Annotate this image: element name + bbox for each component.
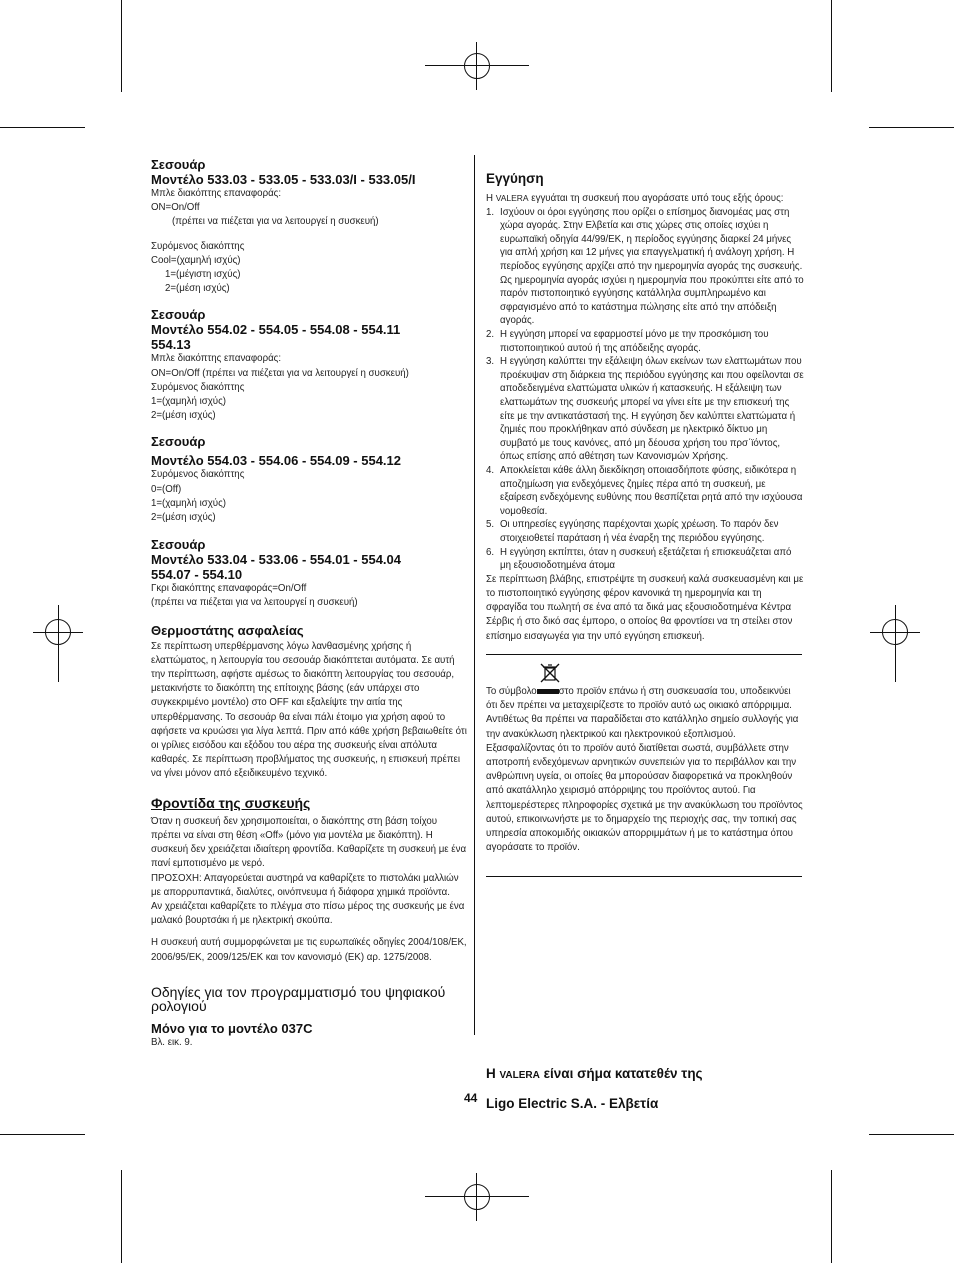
warranty-term [486,546,804,573]
section-care [151,796,469,965]
warranty-term [486,518,804,545]
term-text: Η εγγύηση εκπίπτει, όταν η συσκευή εξετάζεται ή επισκευάζεται από μη εξουσιοδοτημένα άτομα [500,546,792,572]
paragraph: ΠΡΟΣΟΧΗ: Απαγορεύεται αυστηρά να καθαρίζετε το πιστολάκι μαλλιών με απορρυπαντικά, διαλύτες, οινόπνευμα ή διάφορα χημικά προϊόντα. [151,872,459,898]
text-line: 0=(Off) [151,483,182,495]
text-line: ON=On/Off (πρέπει να πιέζεται για να λειτουργεί η συσκευή) [151,367,409,379]
crop-mark [121,1170,122,1263]
paragraph: Αν χρειάζεται καθαρίζετε το πλέγμα στο πίσω μέρος της συσκευής με ένα μαλακό βουρτσάκι ή με ηλεκτρική σκούπα. [151,900,465,927]
trademark-line [486,1066,804,1083]
text-line: 2=(μέση ισχύς) [165,283,230,295]
model-line: Μοντέλο 554.03 - 554.06 - 554.09 - 554.12 [151,453,401,469]
warranty-term [486,328,804,355]
column-separator [474,155,475,1035]
intro-text: εγγυάται τη συσκευή που αγοράσατε υπό τους εξής όρους: [528,192,784,204]
paragraph: Σε περίπτωση βλάβης, επιστρέψτε τη συσκευή καλά συσκευασμένη και με το πιστοποιητικό εγγύησης φέρον κανονικά τη ημερομηνία και τη σφραγίδα του πωλητή σε ένα από τα δικά μας εξουσιοδοτημένα Κέντρα Σέρβις ή στο δικό σας έμπορο, ο οποίος θα φροντίσει να τη στείλει στον επίσημο εισαγωγέα για την υπό εγγύηση επισκευή. [486,573,804,642]
term-number: 2. [486,329,495,341]
brand-name: VALERA [499,1069,540,1081]
text-line: 1=(μέγιστη ισχύς) [165,269,241,281]
text-line: 2=(μέση ισχύς) [151,512,216,524]
warranty-term [486,464,804,518]
warranty-terms-list [486,206,804,573]
section-title: Φροντίδα της συσκευής [151,794,311,811]
crop-mark [869,1134,954,1135]
term-text: Ισχύουν οι όροι εγγύησης που ορίζει ο επίσημος διανομέας μας στη χώρα αγοράς. Στην Ελβετία και στις χώρες στις οποίες ισχύει η ευρωπαϊκή οδηγία 44/99/ΕΚ, η περίοδος εγγύησης διαρκεί 24 μήνες για απλή χρήση και 12 μήνες για επαγγελματική ή ανάλογη χρήση. Η περίοδος εγγύησης αρχίζει από την ημερομηνία αγοράς της συσκευής. Ως ημερομηνία αγοράς ισχύει η ημερομηνία που προκύπτει είτε από το παρόν πιστοποιητικό εγγύησης κατάλληλα συμπληρωμένο και σφραγισμένο από το κατάστημα πώλησης είτε από την απόδειξη αγοράς. [500,206,804,327]
model-line: Μοντέλο 533.03 - 533.05 - 533.03/I - 533.05/I [151,172,416,187]
text-line: 1=(χαμηλή ισχύς) [151,497,226,509]
section-weee [486,659,804,855]
weee-text: στο προϊόν επάνω ή στη συσκευασία του, υποδεικνύει ότι δεν πρέπει να μεταχειρίζεστε το προϊόν αυτό ως οικιακό απόρριμμα. Αντιθέτως θα πρέπει να παραδίδεται στο κατάλληλο σημείο συλλογής για την ανακύκλωση ηλεκτρικού και ηλεκτρονικού εξοπλισμού. Εξασφαλίζοντας ότι το προϊόν αυτό διατίθεται σωστά, συμβάλλετε στην αποτροπή ενδεχόμενων αρνητικών συνεπειών για το περιβάλλον και την ανθρώπινη υγεία, οι οποίες θα μπορούσαν διαφορετικά να προκληθούν από ακατάλληλο χειρισμό απόρριψης του προϊόντος αυτού. Για λεπτομερέστερες πληροφορίες σχετικά με την ανακύκλωση του προϊόντος αυτού, επικοινωνήστε με το δημαρχείο της περιοχής σας, την τοπική σας υπηρεσία αποκομιδής οικιακών απορριμμάτων ή με το κατάστημα όπου αγοράσατε το προϊόν. [486,686,803,854]
text-line: ON=On/Off [151,202,200,214]
term-text: Οι υπηρεσίες εγγύησης παρέχονται χωρίς χρέωση. Το παρόν δεν στοιχειοθετεί παράταση ή νέα έναρξη της περιόδου εγγύησης. [500,519,779,544]
model-line: 554.13 [151,337,191,353]
paragraph [486,685,804,855]
crop-mark [831,1170,832,1263]
section-title: Σεσουάρ [151,434,206,450]
crop-mark [121,0,122,92]
text-line: Συρόμενος διακόπτης [151,381,245,393]
section-title: Σεσουάρ [151,307,206,323]
term-number: 6. [486,546,495,558]
warranty-intro [486,191,804,206]
weee-prefix: Το σύμβολο [486,686,537,697]
divider [486,654,802,655]
crop-mark [869,127,954,128]
term-text: Αποκλείεται κάθε άλλη διεκδίκηση οποιασδήποτε φύσης, ειδικότερα η αποζημίωση για ενδεχόμενες ζημίες πέρα από τη συσκευή, με εξαίρεση ενδεχόμενης ευθύνης που θεσπίζεται ρητά από την ισχύουσα νομοθεσία. [500,464,803,517]
crop-mark [0,127,85,128]
term-text: Η εγγύηση καλύπτει την εξάλειψη όλων εκείνων των ελαττωμάτων που προέκυψαν στη διάρκεια της περιόδου εγγύησης και που οφείλονται σε αποδεδειγμένα ελαττώματα υλικών ή κατασκευής. Η εξάλειψη των ελαττωμάτων της συσκευής μπορεί να γίνει είτε με την επισκευή της είτε με την αντικατάστασή της. Η εγγύηση δεν καλύπτει ελαττώματα ή ζημιές που προκλήθηκαν από σύνδεση με ηλεκτρικό δίκτυο μη συμβατό με τους κανόνες, από μη δέουσα χρήση του πρσ΄ϊόντος, όπως επίσης από αθέτηση των Κανονισμών Χρήσης. [500,356,804,463]
text-line: 1=(χαμηλή ισχύς) [151,396,226,408]
section-554-03 [151,434,469,525]
section-clock [151,985,469,1050]
term-number: 4. [486,464,495,476]
section-title: Σεσουάρ [151,537,206,553]
text-line: Συρόμενος διακόπτης [151,469,245,481]
section-warranty [486,171,804,644]
right-column [486,157,804,1111]
warranty-term [486,206,804,328]
section-title: Θερμοστάτης ασφαλείας [151,622,304,638]
text-line: Βλ. εικ. 9. [151,1036,193,1048]
crop-mark [831,0,832,92]
divider [486,876,802,877]
subtitle: Μόνο για το μοντέλο 037C [151,1020,313,1036]
text-line: (πρέπει να πιέζεται για να λειτουργεί η συσκευή) [151,597,358,609]
trademark-text: είναι σήμα κατατεθέν της [539,1065,703,1081]
model-line: Μοντέλο 554.02 - 554.05 - 554.08 - 554.11 [151,322,401,338]
model-line: 554.07 - 554.10 [151,567,243,583]
paragraph: Όταν η συσκευή δεν χρησιμοποιείται, ο διακόπτης στη βάση τοίχου πρέπει να είναι στη θέση «Off» (μόνο για μοντέλα με διακόπτη). Η συσκευή δεν χρειάζεται ιδιαίτερη φροντίδα. Καθαρίζετε τη συσκευή με ένα πανί εμποτισμένο με νερό. [151,815,467,870]
left-column [151,157,469,1050]
crossed-bin-icon [538,661,562,685]
term-number: 3. [486,356,495,368]
section-554-02 [151,307,469,423]
section-533-03 [151,157,469,296]
trademark [486,1052,804,1125]
black-bar-icon [537,689,559,694]
section-title: Εγγύηση [486,170,544,186]
intro-prefix: Η [486,192,496,204]
text-line: (πρέπει να πιέζεται για να λειτουργεί η συσκευή) [172,216,379,228]
section-thermostat [151,623,469,782]
text-line: Μπλε διακόπτης επαναφοράς: [151,353,282,365]
page-number: 44 [464,1091,478,1105]
model-line: Μοντέλο 533.04 - 533.06 - 554.01 - 554.04 [151,552,401,568]
text-line: 2=(μέση ισχύς) [151,410,216,422]
crop-mark [0,1134,85,1135]
section-533-04 [151,537,469,610]
text-line: Μπλε διακόπτης επαναφοράς: [151,188,282,199]
trademark-prefix: Η [486,1065,500,1081]
text-line: Συρόμενος διακόπτης [151,240,245,252]
section-title: Σεσουάρ [151,157,206,172]
term-number: 5. [486,519,495,531]
text-line: Cool=(χαμηλή ισχύς) [151,254,241,266]
paragraph: Σε περίπτωση υπερθέρμανσης λόγω λανθασμένης χρήσης ή ελαττώματος, η λειτουργία του σεσουάρ διακόπτεται αυτόματα. Σε αυτή την περίπτωση, αφήστε αμέσως το διακόπτη λειτουργίας του σεσουάρ, μετακινήστε το διακόπτη της επίτοιχης βάσης (εάν υπάρχει στο συγκεκριμένο μοντέλο) στο OFF και εξαλείψτε την αιτία της υπερθέρμανσης. Το σεσουάρ θα είναι πάλι έτοιμο για χρήση αφού το αφήσετε να κρυώσει για λίγα λεπτά. Πριν από κάθε χρήση βεβαιωθείτε ότι οι γρίλιες εισόδου και εξόδου του αέρα της συσκευής είναι απόλυτα καθαρές. Σε περίπτωση προβλήματος της συσκευής, η επισκευή πρέπει να γίνει μόνον από εξειδικευμένο τεχνικό. [151,640,467,780]
term-text: Η εγγύηση μπορεί να εφαρμοστεί μόνο με την προσκόμιση του πιστοποιητικού αυτού ή της απόδειξης αγοράς. [500,329,769,354]
paragraph: Η συσκευή αυτή συμμορφώνεται με τις ευρωπαϊκές οδηγίες 2004/108/EK, 2006/95/EK, 2009/125/EK και τον κανονισμό (ΕΚ) αρ. 1275/2008. [151,937,467,963]
warranty-term [486,355,804,464]
text-line: Γκρι διακόπτης επαναφοράς=On/Off [151,583,307,595]
term-number: 1. [486,206,495,218]
brand-name: VALERA [495,192,529,203]
section-title: Οδηγίες για τον προγραμματισμό του ψηφιακού ρολογιού [151,983,446,1014]
trademark-company: Ligo Electric S.A. - Ελβετία [486,1096,659,1111]
